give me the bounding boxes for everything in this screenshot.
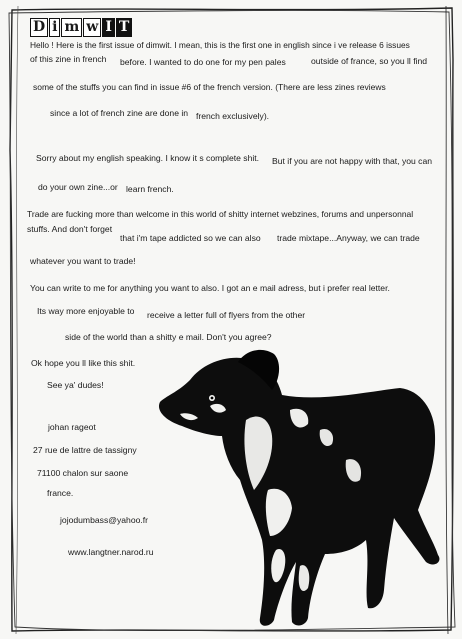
letters-line-2b: receive a letter full of flyers from the other [147,310,306,320]
trade-line-3: whatever you want to trade! [30,256,136,266]
letters-line-3: side of the world than a shitty e mail. Don't you agree? [65,332,272,342]
contact-country: france. [47,488,74,498]
apology-line-2a: do your own zine...or [38,182,118,192]
zine-logo [30,14,132,40]
logo-letter: m [61,18,82,37]
trade-line-1: Trade are fucking more than welcome in this world of shitty internet webzines, forums and unpersonnal [27,209,414,219]
logo-letter: i [49,18,60,37]
intro-line-4b: french exclusively). [196,111,270,121]
intro-line-2c: outside of france, so you ll find [311,56,428,66]
intro-line-1: Hello ! Here is the first issue of dimwit. I mean, this is the first one in english since i ve release 6 issues [30,40,410,50]
logo-letter: I [102,18,115,37]
letters-line-1: You can write to me for anything you want to also. I got an e mail adress, but i prefer real letter. [30,283,390,293]
contact-street: 27 rue de lattre de tassigny [33,445,137,455]
intro-line-2a: of this zine in french [30,54,107,64]
intro-line-3: some of the stuffs you can find in issue #6 of the french version. (There are less zines reviews [33,82,386,92]
apology-line-2b: learn french. [126,184,174,194]
logo-letter: D [30,18,48,37]
contact-email[interactable]: jojodumbass@yahoo.fr [60,515,149,525]
contact-website[interactable]: www.langtner.narod.ru [68,547,154,557]
logo-letter: T [116,18,132,37]
contact-city: 71100 chalon sur saone [37,468,129,478]
apology-line-1b: But if you are not happy with that, you can [272,156,433,166]
letters-line-2a: Its way more enjoyable to [37,306,135,316]
trade-line-2c: trade mixtape...Anyway, we can trade [277,233,420,243]
trade-line-2a: stuffs. And don't forget [27,224,113,234]
apology-line-1a: Sorry about my english speaking. I know it s complete shit. [36,153,260,163]
logo-letter: w [83,18,101,37]
trade-line-2b: that i'm tape addicted so we can also [120,233,261,243]
intro-line-2b: before. I wanted to do one for my pen pales [120,57,286,67]
contact-name: johan rageot [48,422,96,432]
letters-line-5: See ya' dudes! [47,380,104,390]
letters-line-4: Ok hope you ll like this shit. [31,358,136,368]
intro-line-4a: since a lot of french zine are done in [50,108,189,118]
dog-silhouette-icon [150,340,450,630]
